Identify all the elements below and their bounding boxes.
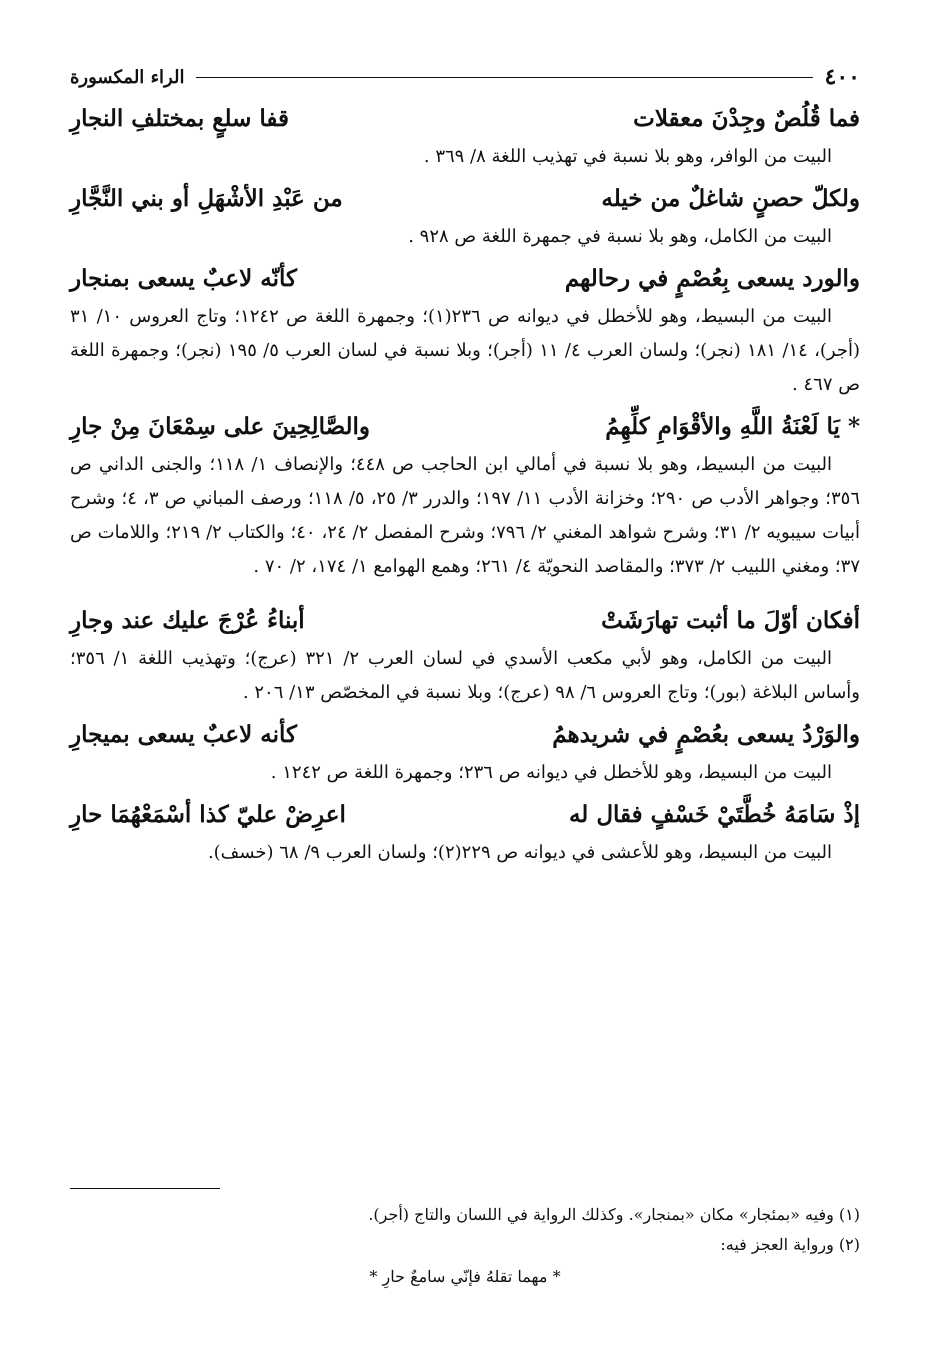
verse-line	[70, 98, 860, 140]
entry	[70, 794, 860, 870]
footnote-verse: * مهما تقلهُ فإنّي سامعٌ حارِ *	[369, 1267, 561, 1286]
verse-second-hemistich: أبناءُ عُرْجَ عليك عند وجارِ	[70, 607, 305, 634]
spacer	[70, 588, 860, 600]
verse-first-hemistich: إذْ سَامَهُ خُطَّتَيْ خَسْفٍ فقال له	[568, 801, 860, 828]
footnote-rule	[70, 1188, 220, 1189]
verse-first-hemistich: * يَا لَعْنَةُ اللَّهِ والأقْوَامِ كلِّهِمُ	[605, 413, 860, 440]
page-number: ٤٠٠	[824, 64, 860, 90]
entry	[70, 178, 860, 254]
page-content	[70, 98, 860, 870]
verse-second-hemistich: والصَّالِحِينَ على سِمْعَانَ مِنْ جارِ	[70, 413, 371, 440]
verse-first-hemistich: فما قُلُصٌ وجِدْنَ معقلات	[633, 105, 860, 132]
footnote: (٢) ورواية العجز فيه:	[720, 1235, 860, 1254]
verse-first-hemistich: أفكان أوّلَ ما أثبت تهارَشَتْ	[601, 607, 860, 634]
header-rule	[196, 77, 812, 78]
footnotes	[70, 1200, 860, 1294]
entry	[70, 600, 860, 710]
verse-first-hemistich: ولكلّ حصنٍ شاغلٌ من خيله	[601, 185, 860, 212]
verse-line	[70, 258, 860, 300]
verse-note: البيت من الوافر، وهو بلا نسبة في تهذيب اللغة ٨/ ٣٦٩ .	[423, 146, 832, 167]
verse-second-hemistich: كأنّه لاعبٌ يسعى بمنجار	[70, 265, 297, 292]
verse-note: البيت من الكامل، وهو بلا نسبة في جمهرة اللغة ص ٩٢٨ .	[408, 226, 832, 247]
verse-line	[70, 794, 860, 836]
verse-first-hemistich: والوَرْدُ يسعى بعُصْمٍ في شريدهمُ	[552, 721, 860, 748]
entry	[70, 406, 860, 584]
entry	[70, 258, 860, 402]
entry	[70, 98, 860, 174]
verse-second-hemistich: من عَبْدِ الأشْهَلِ أو بني النَّجَّارِ	[70, 185, 343, 212]
verse-second-hemistich: قفا سلعٍ بمختلفِ النجارِ	[70, 105, 289, 132]
verse-second-hemistich: اعرِضْ عليّ كذا أسْمَعْهُمَا حارِ	[70, 801, 346, 828]
page-header	[70, 60, 860, 94]
verse-note: البيت من البسيط، وهو للأعشى في ديوانه ص ٢٢٩(٢)؛ ولسان العرب ٩/ ٦٨ (خسف).	[207, 842, 832, 863]
verse-line	[70, 178, 860, 220]
verse-note: البيت من البسيط، وهو بلا نسبة في أمالي ابن الحاجب ص ٤٤٨؛ والإنصاف ١/ ١١٨؛ والجنى الداني ص ٣٥٦؛ وجواهر الأدب ص ٢٩٠؛ وخزانة الأدب ١١/ ١٩٧؛ والدرر ٣/ ٢٥، ٥/ ١١٨؛ ورصف المباني ص ٣، ٤؛ وشرح أبيات سيبويه ٢/ ٣١؛ وشرح شواهد المغني ٢/ ٧٩٦؛ وشرح المفصل ٢/ ٢٤، ٤٠؛ والكتاب ٢/ ٢١٩؛ واللامات ص ٣٧؛ ومغني اللبيب ٢/ ٣٧٣؛ والمقاصد النحويّة ٤/ ٢٦١؛ وهمع الهوامع ١/ ١٧٤، ٢/ ٧٠ .	[70, 454, 861, 577]
verse-line	[70, 714, 860, 756]
verse-note: البيت من البسيط، وهو للأخطل في ديوانه ص ٢٣٦(١)؛ وجمهرة اللغة ص ١٢٤٢؛ وتاج العروس ١٠/ ٣١ (أجر)، ١٤/ ١٨١ (نجر)؛ ولسان العرب ٤/ ١١ (أجر)؛ وبلا نسبة في لسان العرب ٥/ ١٩٥ (نجر)؛ وجمهرة اللغة ص ٤٦٧ .	[70, 306, 860, 395]
section-title: الراء المكسورة	[70, 66, 185, 88]
verse-note: البيت من الكامل، وهو لأبي مكعب الأسدي في لسان العرب ٢/ ٣٢١ (عرج)؛ وتهذيب اللغة ١/ ٣٥٦؛ وأساس البلاغة (بور)؛ وتاج العروس ٦/ ٩٨ (عرج)؛ وبلا نسبة في المخصّص ١٣/ ٢٠٦ .	[70, 648, 860, 703]
verse-line	[70, 600, 860, 642]
entry	[70, 714, 860, 790]
verse-note: البيت من البسيط، وهو للأخطل في ديوانه ص ٢٣٦؛ وجمهرة اللغة ص ١٢٤٢ .	[270, 762, 832, 783]
verse-second-hemistich: كأنه لاعبٌ يسعى بميجارِ	[70, 721, 297, 748]
page	[70, 60, 861, 1286]
footnote: (١) وفيه «بمئجار» مكان «بمنجار». وكذلك الرواية في اللسان والتاج (أجر).	[368, 1205, 860, 1224]
verse-line	[70, 406, 860, 448]
verse-first-hemistich: والورد يسعى بِعُصْمٍ في رحالهم	[564, 265, 860, 292]
